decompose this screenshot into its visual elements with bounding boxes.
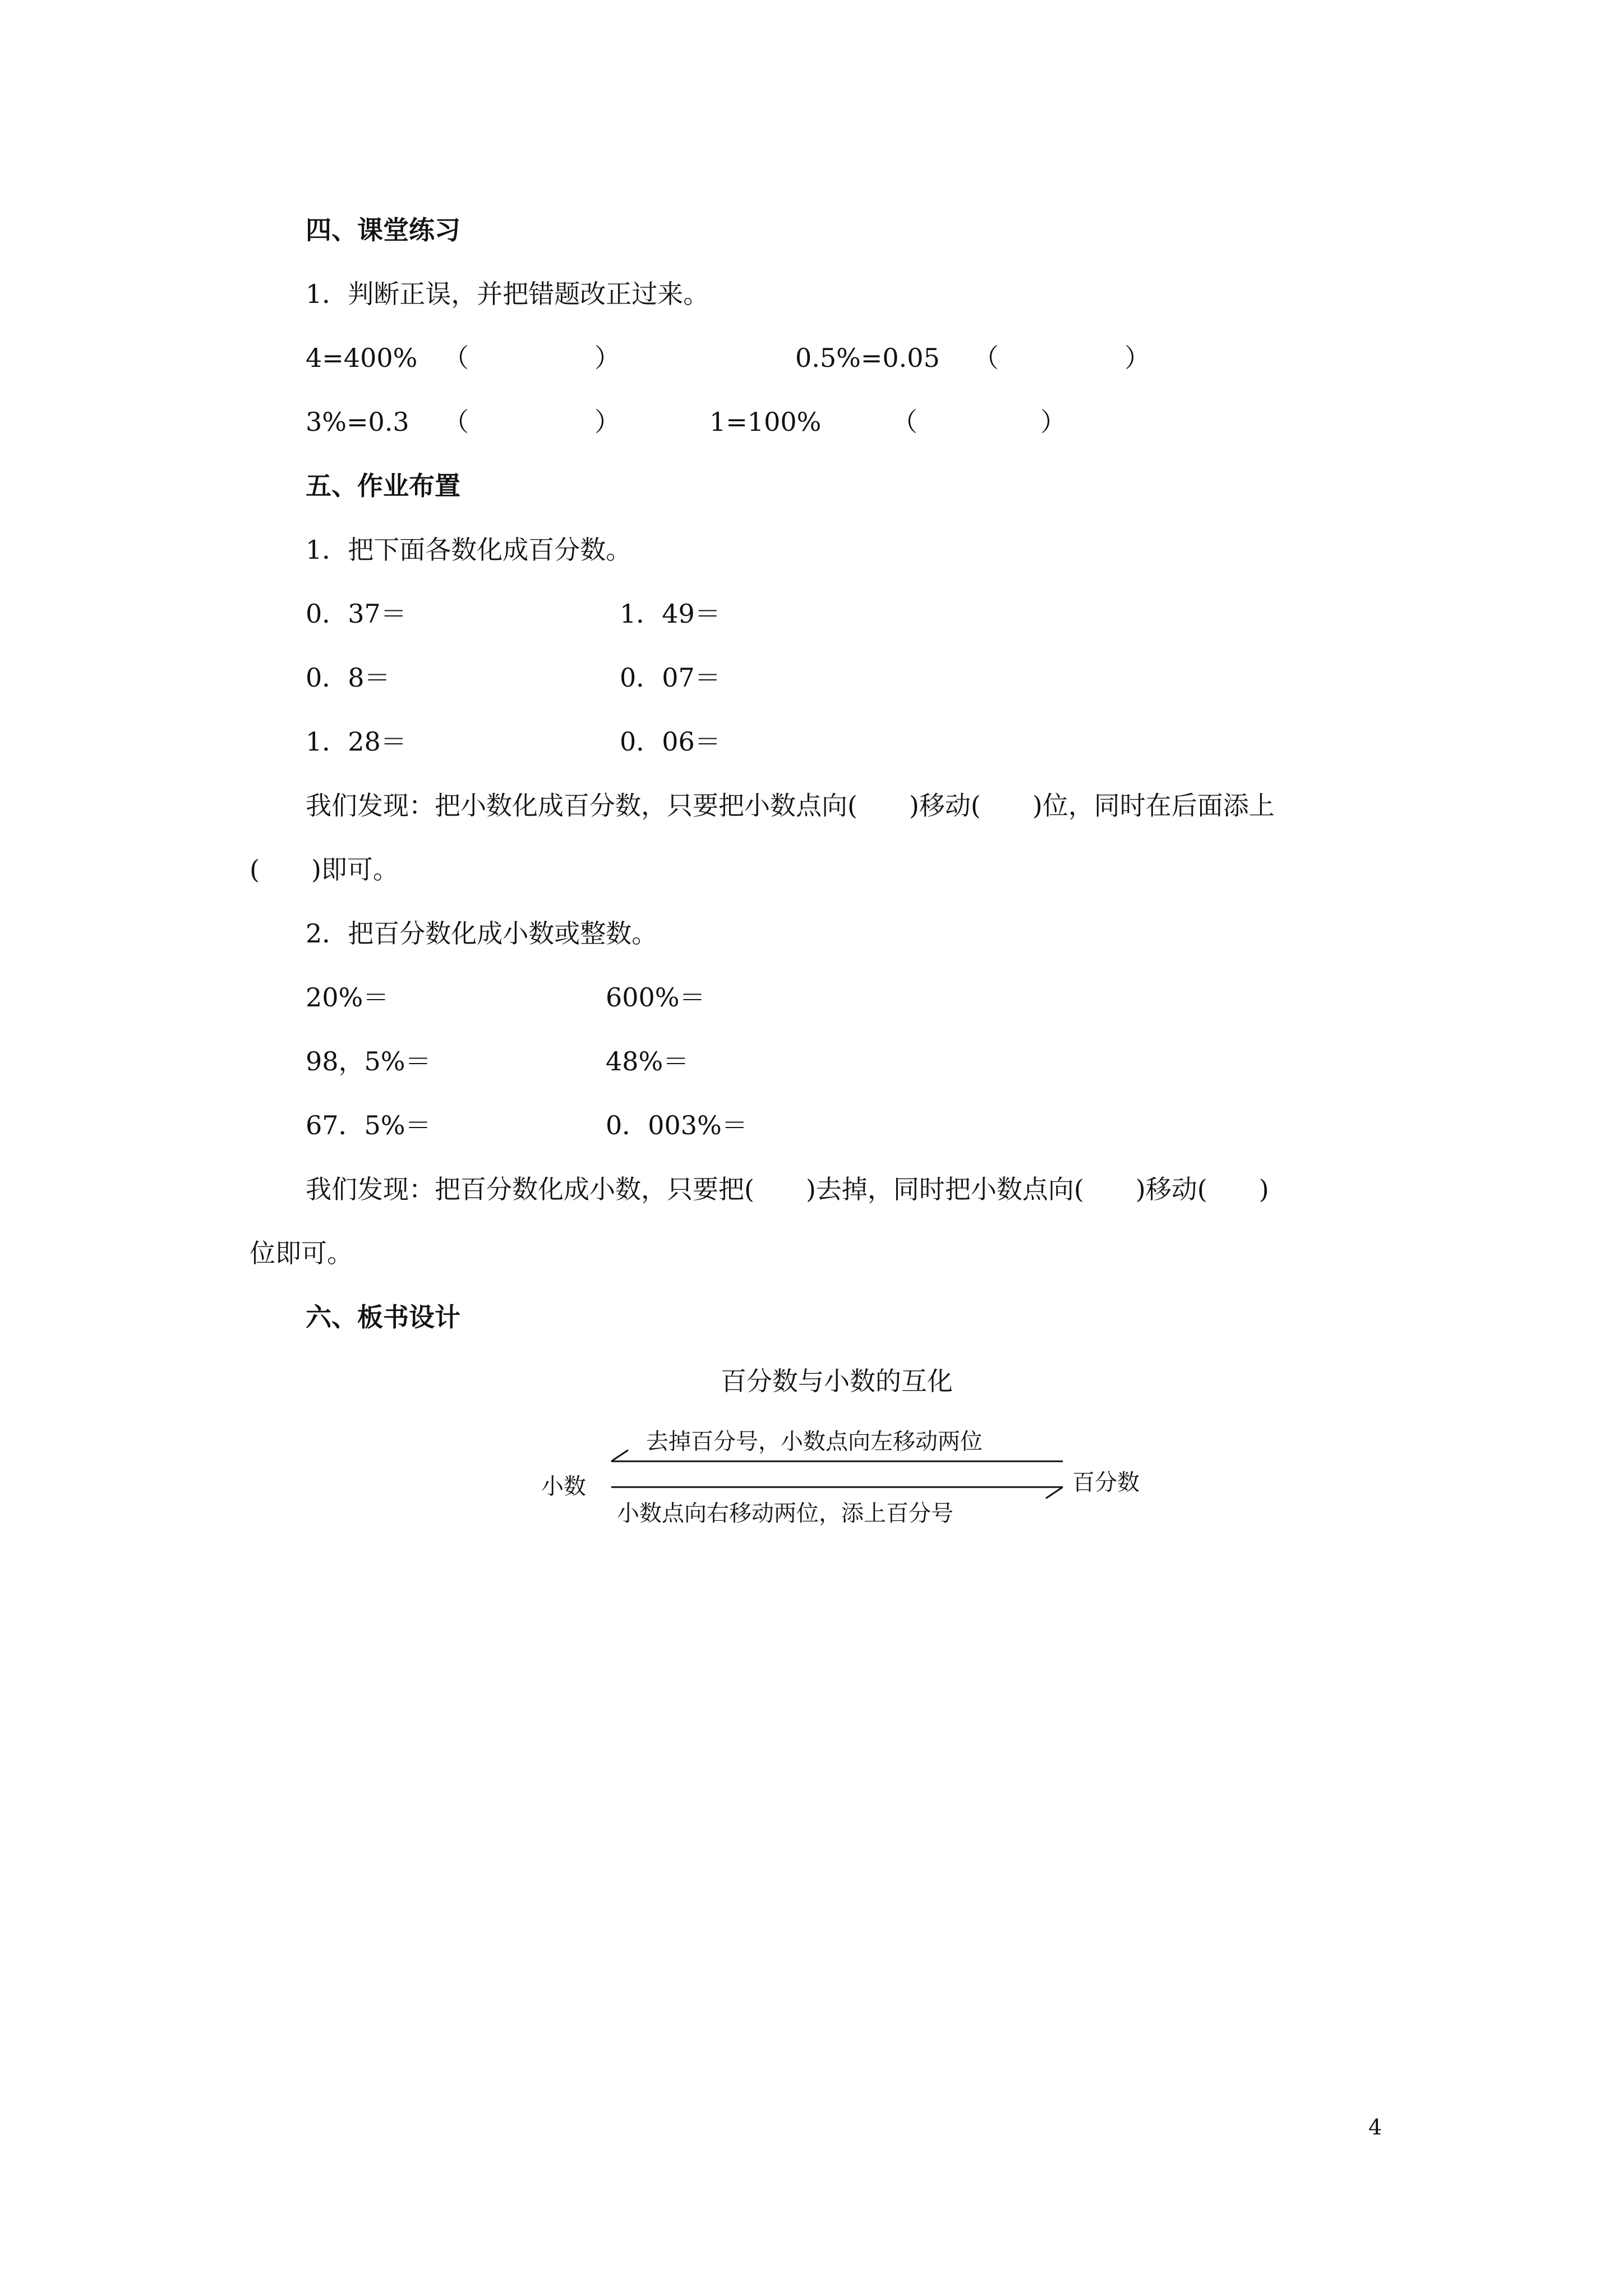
page-number: 4 xyxy=(1368,2115,1382,2139)
discovery-text-1: 我们发现：把小数化成百分数，只要把小数点向( )移动( )位，同时在后面添上 xyxy=(306,790,1275,821)
exercise-item: 0．37＝ xyxy=(306,599,407,629)
section-6-heading: 六、板书设计 xyxy=(306,1302,460,1332)
board-title: 百分数与小数的互化 xyxy=(721,1366,953,1396)
judge-item-3: 3%=0.3 xyxy=(306,407,409,437)
judge-item-2: 0.5%=0.05 xyxy=(795,343,940,373)
exercise-item: 98，5%＝ xyxy=(306,1046,431,1076)
answer-paren-open: （ xyxy=(443,407,469,437)
conversion-diagram xyxy=(533,1428,1206,1551)
exercise-item: 20%＝ xyxy=(306,982,389,1013)
answer-paren-close: ） xyxy=(594,407,620,437)
answer-paren-close: ） xyxy=(594,343,620,373)
discovery-text-2: 我们发现：把百分数化成小数，只要把( )去掉，同时把小数点向( )移动( ) xyxy=(306,1174,1269,1204)
answer-paren-open: （ xyxy=(892,407,917,437)
bottom-arrowhead xyxy=(1046,1487,1063,1498)
discovery-text-1-cont: ( )即可。 xyxy=(250,854,399,885)
arrow-lines xyxy=(533,1428,1206,1551)
discovery-text-2-cont: 位即可。 xyxy=(250,1238,353,1268)
exercise-item: 0．06＝ xyxy=(620,726,721,757)
exercise-item: 1．28＝ xyxy=(306,726,407,757)
percent-label: 百分数 xyxy=(1072,1470,1140,1496)
exercise-item: 0．8＝ xyxy=(306,662,390,693)
exercise-item: 600%＝ xyxy=(606,982,706,1013)
top-arrow-label: 去掉百分号，小数点向左移动两位 xyxy=(646,1429,983,1455)
exercise-item: 0．003%＝ xyxy=(606,1110,748,1140)
section-4-question-1: 1．判断正误，并把错题改正过来。 xyxy=(306,279,709,309)
section-5-question-1: 1．把下面各数化成百分数。 xyxy=(306,535,632,565)
answer-paren-open: （ xyxy=(443,343,469,373)
bottom-arrow-label: 小数点向右移动两位，添上百分号 xyxy=(617,1501,953,1526)
section-4-heading: 四、课堂练习 xyxy=(306,215,460,245)
answer-paren-close: ） xyxy=(1040,407,1066,437)
exercise-item: 1．49＝ xyxy=(620,599,721,629)
answer-paren-open: （ xyxy=(973,343,999,373)
section-5-heading: 五、作业布置 xyxy=(306,471,460,501)
exercise-item: 48%＝ xyxy=(606,1046,689,1076)
answer-paren-close: ） xyxy=(1124,343,1150,373)
decimal-label: 小数 xyxy=(541,1474,586,1499)
exercise-item: 0．07＝ xyxy=(620,662,721,693)
section-5-question-2: 2．把百分数化成小数或整数。 xyxy=(306,918,658,949)
top-arrowhead xyxy=(611,1450,628,1461)
exercise-item: 67．5%＝ xyxy=(306,1110,431,1140)
judge-item-1: 4=400% xyxy=(306,343,418,373)
judge-item-4: 1=100% xyxy=(709,407,822,437)
